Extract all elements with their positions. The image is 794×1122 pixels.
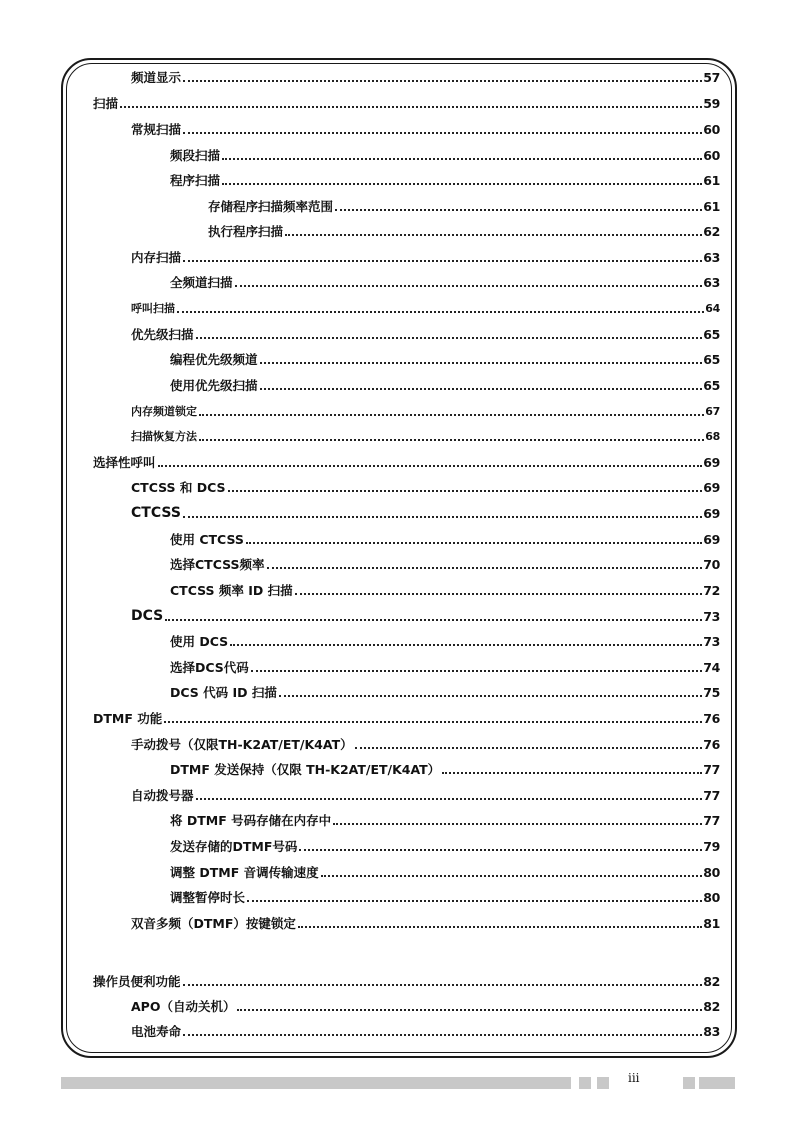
toc-entry-page: 57 <box>703 70 720 85</box>
leader-dots <box>199 439 704 441</box>
toc-entry-label: 使用 DCS <box>170 634 229 649</box>
leader-dots <box>251 670 702 672</box>
table-of-contents <box>0 61 794 1041</box>
toc-entry-label: 执行程序扫描 <box>208 224 284 239</box>
toc-entry-label: 操作员便利功能 <box>93 974 181 989</box>
toc-entry <box>131 604 720 624</box>
toc-entry-page: 59 <box>703 96 720 111</box>
toc-entry <box>170 834 720 854</box>
toc-entry-label: 将 DTMF 号码存储在内存中 <box>170 813 332 828</box>
leader-dots <box>267 567 703 569</box>
toc-entry-label: CTCSS 和 DCS <box>131 480 226 495</box>
toc-entry-label: 存储程序扫描频率范围 <box>208 199 334 214</box>
leader-dots <box>299 849 702 851</box>
toc-entry <box>170 757 720 777</box>
toc-entry-label: 手动拨号（仅限TH-K2AT/ET/K4AT） <box>131 737 353 752</box>
leader-dots <box>183 260 702 262</box>
leader-dots <box>183 1034 702 1036</box>
leader-dots <box>230 644 702 646</box>
toc-entry-label: DCS <box>131 608 164 624</box>
page-number: iii <box>628 1071 640 1085</box>
leader-dots <box>120 106 702 108</box>
toc-entry-label: 扫描恢复方法 <box>131 430 197 443</box>
toc-entry-label: APO（自动关机） <box>131 999 236 1014</box>
leader-dots <box>247 900 702 902</box>
toc-entry-label: 内存扫描 <box>131 250 182 265</box>
toc-entry-page: 67 <box>705 405 720 418</box>
toc-entry-label: 优先级扫描 <box>131 327 194 342</box>
toc-entry <box>131 501 720 521</box>
toc-entry <box>170 578 720 598</box>
toc-entry-label: 电池寿命 <box>131 1024 182 1039</box>
leader-dots <box>295 593 703 595</box>
toc-entry <box>131 1019 720 1039</box>
toc-entry-page: 81 <box>703 916 720 931</box>
leader-dots <box>164 721 702 723</box>
toc-entry <box>170 655 720 675</box>
toc-entry-label: 双音多频（DTMF）按键锁定 <box>131 916 296 931</box>
toc-entry-label: DCS 代码 ID 扫描 <box>170 685 277 700</box>
toc-entry-page: 69 <box>703 455 720 470</box>
toc-entry <box>131 117 720 137</box>
leader-dots <box>222 158 702 160</box>
toc-entry-label: 选择性呼叫 <box>93 455 156 470</box>
toc-entry <box>93 969 720 989</box>
leader-dots <box>222 183 702 185</box>
toc-entry-label: 内存频道锁定 <box>131 405 197 418</box>
toc-entry-page: 61 <box>703 173 720 188</box>
leader-dots <box>260 388 703 390</box>
leader-dots <box>196 337 703 339</box>
toc-entry <box>208 194 720 214</box>
toc-entry-page: 73 <box>703 609 720 624</box>
toc-entry <box>170 168 720 188</box>
toc-entry-page: 68 <box>705 430 720 443</box>
toc-entry-label: DTMF 发送保持（仅限 TH-K2AT/ET/K4AT） <box>170 762 441 777</box>
toc-entry-label: 使用 CTCSS <box>170 532 244 547</box>
toc-entry-label: 全频道扫描 <box>170 275 233 290</box>
toc-entry-page: 65 <box>703 327 720 342</box>
toc-entry-page: 69 <box>703 506 720 521</box>
toc-entry <box>131 399 720 419</box>
toc-entry-page: 70 <box>703 557 720 572</box>
toc-entry <box>93 91 720 111</box>
toc-entry-page: 76 <box>703 737 720 752</box>
toc-entry <box>170 680 720 700</box>
footer-square <box>597 1077 609 1089</box>
toc-entry-label: 扫描 <box>93 96 119 111</box>
footer-square <box>579 1077 591 1089</box>
toc-entry-label: 程序扫描 <box>170 173 221 188</box>
toc-entry-page: 73 <box>703 634 720 649</box>
toc-entry <box>208 219 720 239</box>
toc-entry-page: 65 <box>703 378 720 393</box>
footer-bar <box>61 1077 571 1089</box>
toc-entry-label: 常规扫描 <box>131 122 182 137</box>
toc-entry <box>170 552 720 572</box>
toc-entry-page: 77 <box>703 762 720 777</box>
toc-entry-label: 选择CTCSS频率 <box>170 557 265 572</box>
leader-dots <box>165 619 702 621</box>
leader-dots <box>355 747 703 749</box>
toc-entry <box>131 424 720 444</box>
toc-entry-page: 64 <box>705 302 720 315</box>
leader-dots <box>442 772 702 774</box>
toc-entry <box>170 527 720 547</box>
toc-entry <box>170 629 720 649</box>
toc-entry-label: 编程优先级频道 <box>170 352 258 367</box>
toc-entry-page: 77 <box>703 788 720 803</box>
toc-entry <box>170 270 720 290</box>
leader-dots <box>321 875 703 877</box>
toc-entry <box>131 732 720 752</box>
leader-dots <box>199 414 704 416</box>
leader-dots <box>235 285 703 287</box>
toc-entry-page: 60 <box>703 122 720 137</box>
leader-dots <box>228 490 703 492</box>
leader-dots <box>237 1009 702 1011</box>
toc-entry-page: 62 <box>703 224 720 239</box>
toc-entry <box>131 475 720 495</box>
toc-entry-page: 63 <box>703 275 720 290</box>
leader-dots <box>333 823 702 825</box>
toc-entry <box>170 808 720 828</box>
toc-entry-page: 60 <box>703 148 720 163</box>
toc-entry <box>170 143 720 163</box>
leader-dots <box>183 80 702 82</box>
leader-dots <box>183 516 702 518</box>
toc-entry <box>93 450 720 470</box>
toc-entry-label: 呼叫扫描 <box>131 302 175 315</box>
toc-entry-label: 调整暂停时长 <box>170 890 246 905</box>
leader-dots <box>158 465 703 467</box>
toc-entry-label: 发送存储的DTMF号码 <box>170 839 298 854</box>
toc-entry-page: 61 <box>703 199 720 214</box>
toc-entry-label: CTCSS <box>131 505 181 521</box>
toc-entry-page: 83 <box>703 1024 720 1039</box>
toc-entry-label: 频段扫描 <box>170 148 221 163</box>
toc-entry-label: CTCSS 频率 ID 扫描 <box>170 583 293 598</box>
toc-entry <box>131 994 720 1014</box>
toc-entry-page: 82 <box>703 999 720 1014</box>
toc-entry <box>170 347 720 367</box>
toc-entry <box>131 911 720 931</box>
toc-entry-label: 调整 DTMF 音调传输速度 <box>170 865 319 880</box>
leader-dots <box>285 234 702 236</box>
toc-entry <box>170 860 720 880</box>
leader-dots <box>183 132 702 134</box>
toc-entry <box>131 783 720 803</box>
toc-entry <box>131 296 720 316</box>
toc-entry-page: 72 <box>703 583 720 598</box>
leader-dots <box>279 695 702 697</box>
toc-entry-page: 63 <box>703 250 720 265</box>
toc-entry <box>131 322 720 342</box>
toc-entry-page: 79 <box>703 839 720 854</box>
toc-entry-page: 69 <box>703 532 720 547</box>
leader-dots <box>183 984 703 986</box>
toc-entry-page: 65 <box>703 352 720 367</box>
toc-entry-page: 82 <box>703 974 720 989</box>
toc-entry-label: 选择DCS代码 <box>170 660 249 675</box>
toc-entry <box>170 885 720 905</box>
toc-entry-page: 80 <box>703 865 720 880</box>
footer-bar <box>699 1077 735 1089</box>
toc-entry-page: 75 <box>703 685 720 700</box>
leader-dots <box>335 209 702 211</box>
toc-entry-page: 80 <box>703 890 720 905</box>
leader-dots <box>298 926 702 928</box>
toc-entry-label: DTMF 功能 <box>93 711 163 726</box>
toc-entry-page: 69 <box>703 480 720 495</box>
leader-dots <box>177 311 704 313</box>
leader-dots <box>260 362 703 364</box>
toc-entry <box>93 706 720 726</box>
toc-entry-label: 频道显示 <box>131 70 182 85</box>
leader-dots <box>246 542 702 544</box>
footer-square <box>683 1077 695 1089</box>
toc-entry <box>131 245 720 265</box>
toc-entry-page: 77 <box>703 813 720 828</box>
toc-entry-page: 74 <box>703 660 720 675</box>
toc-entry <box>170 373 720 393</box>
toc-entry <box>131 65 720 85</box>
toc-entry-page: 76 <box>703 711 720 726</box>
leader-dots <box>196 798 703 800</box>
toc-entry-label: 使用优先级扫描 <box>170 378 258 393</box>
toc-entry-label: 自动拨号器 <box>131 788 194 803</box>
